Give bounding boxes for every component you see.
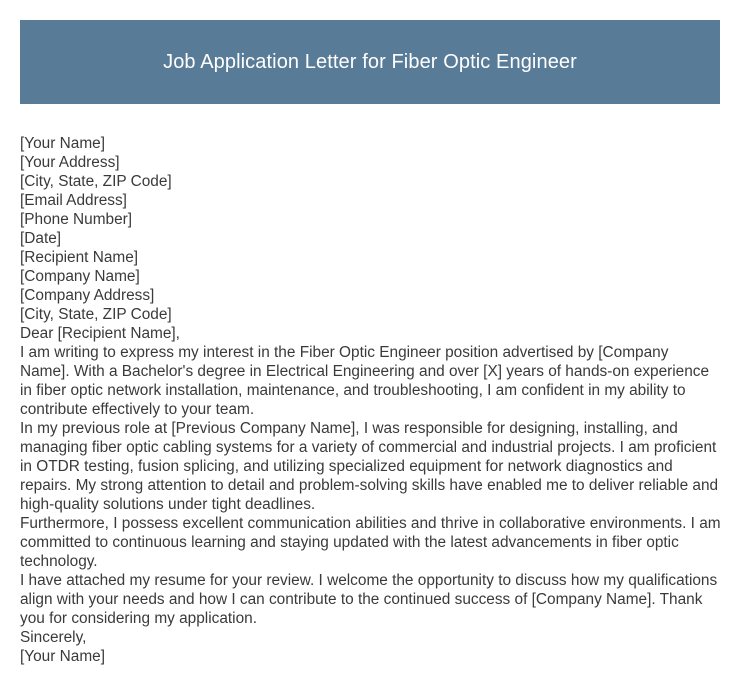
letter-date: [Date] <box>20 230 62 247</box>
salutation: Dear [Recipient Name], <box>20 325 180 342</box>
closing: Sincerely, <box>20 629 87 646</box>
title-banner <box>20 20 720 104</box>
sender-email: [Email Address] <box>20 192 127 209</box>
sender-city-state-zip: [City, State, ZIP Code] <box>20 173 172 190</box>
letter-body <box>20 134 722 666</box>
sender-name: [Your Name] <box>20 135 105 152</box>
paragraph-experience: In my previous role at [Previous Company Name], I was responsible for designing, installing, and managing fiber optic cabling systems for a variety of commercial and industrial projects. I am proficient in OTDR testing, fusion splicing, and utilizing specialized equipment for network diagnostics and repairs. My strong attention to detail and problem-solving skills have enabled me to deliver reliable and high-quality solutions under tight deadlines. <box>20 420 719 513</box>
recipient-name: [Recipient Name] <box>20 249 139 266</box>
paragraph-skills: Furthermore, I possess excellent communication abilities and thrive in collaborative environments. I am committed to continuous learning and staying updated with the latest advancements in fiber optic technology. <box>20 515 721 570</box>
recipient-city-state-zip: [City, State, ZIP Code] <box>20 306 172 323</box>
paragraph-intro: I am writing to express my interest in the Fiber Optic Engineer position advertised by [Company Name]. With a Bachelor's degree in Electrical Engineering and over [X] years of hands-on experience in fiber optic network installation, maintenance, and troubleshooting, I am confident in my ability to contribute effectively to your team. <box>20 344 710 418</box>
paragraph-closing: I have attached my resume for your review. I welcome the opportunity to discuss how my qualifications align with your needs and how I can contribute to the continued success of [Company Name]. Thank you for considering my application. <box>20 572 718 627</box>
sender-address: [Your Address] <box>20 154 120 171</box>
recipient-company: [Company Name] <box>20 268 140 285</box>
page-title: Job Application Letter for Fiber Optic Engineer <box>163 50 577 73</box>
signature: [Your Name] <box>20 648 105 665</box>
sender-phone: [Phone Number] <box>20 211 133 228</box>
recipient-address: [Company Address] <box>20 287 155 304</box>
